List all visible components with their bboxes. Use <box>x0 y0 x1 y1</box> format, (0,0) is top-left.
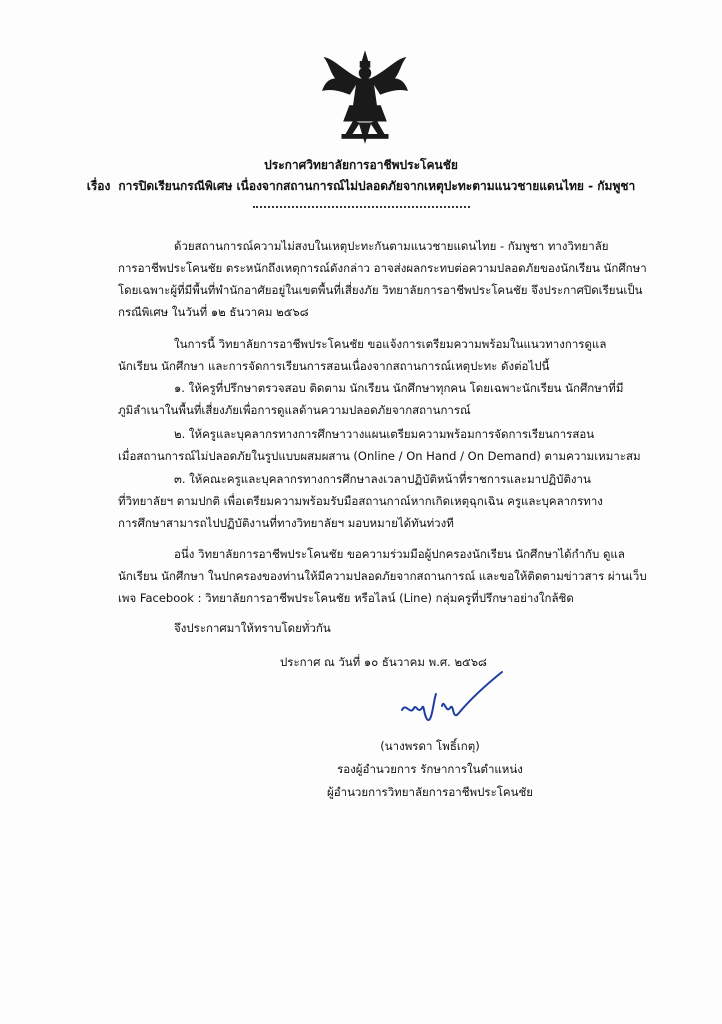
handwritten-signature <box>398 668 508 734</box>
item-2-line-2: เมื่อสถานการณ์ไม่ปลอดภัยในรูปแบบผสมผสาน (Online / On Hand / On Demand) ตามความเหมาะสม <box>118 449 641 463</box>
item-3-line-3: การศึกษาสามารถไปปฏิบัติงานที่ทางวิทยาลัยฯ มอบหมายได้ทันท่วงที <box>118 516 454 530</box>
item-3-line-1: ๓. ให้คณะครูและบุคลากรทางการศึกษาลงเวลาปฏิบัติหน้าที่ราชการและมาปฏิบัติงาน <box>174 472 591 486</box>
signer-position-2: ผู้อำนวยการวิทยาลัยการอาชีพประโคนชัย <box>326 785 534 799</box>
paragraph-1-line-2: การอาชีพประโคนชัย ตระหนักถึงเหตุการณ์ดังกล่าว อาจส่งผลกระทบต่อความปลอดภัยของนักเรียน นักศึกษา <box>118 261 647 275</box>
signer-name: (นางพรดา โพธิ์เกตุ) <box>380 739 480 753</box>
item-1-line-1: ๑. ให้ครูที่ปรึกษาตรวจสอบ ติดตาม นักเรียน นักศึกษาทุกคน โดยเฉพาะนักเรียน นักศึกษาที่มี <box>174 381 624 395</box>
announcement-subject <box>0 177 722 196</box>
subject-label: เรื่อง <box>86 179 111 193</box>
paragraph-1-line-3: โดยเฉพาะผู้ที่มีพื้นที่พำนักอาศัยอยู่ในเขตพื้นที่เสี่ยงภัย วิทยาลัยการอาชีพประโคนชัย จึงประกาศปิดเรียนเป็น <box>118 283 643 297</box>
item-1-line-2: ภูมิลำเนาในพื้นที่เสี่ยงภัยเพื่อการดูแลด้านความปลอดภัยจากสถานการณ์ <box>118 403 471 417</box>
signer-position-1: รองผู้อำนวยการ รักษาการในตำแหน่ง <box>337 762 523 776</box>
subject-text: การปิดเรียนกรณีพิเศษ เนื่องจากสถานการณ์ไม่ปลอดภัยจากเหตุปะทะตามแนวชายแดนไทย - กัมพูชา <box>118 179 636 193</box>
paragraph-1-line-1: ด้วยสถานการณ์ความไม่สงบในเหตุปะทะกันตามแนวชายแดนไทย - กัมพูชา ทางวิทยาลัย <box>174 239 609 253</box>
paragraph-3-line-2: นักเรียน นักศึกษา ในปกครองของท่านให้มีความปลอดภัยจากสถานการณ์ และขอให้ติดตามข่าวสาร ผ่านเว็บ <box>118 569 647 583</box>
closing-line: จึงประกาศมาให้ทราบโดยทั่วกัน <box>174 621 331 635</box>
paragraph-1-line-4: กรณีพิเศษ ในวันที่ ๑๒ ธันวาคม ๒๕๖๘ <box>118 305 309 319</box>
paragraph-2-line-1: ในการนี้ วิทยาลัยการอาชีพประโคนชัย ขอแจ้งการเตรียมความพร้อมในแนวทางการดูแล <box>174 337 607 351</box>
announcement-title: ประกาศวิทยาลัยการอาชีพประโคนชัย <box>264 158 458 172</box>
paragraph-3-line-1: อนึ่ง วิทยาลัยการอาชีพประโคนชัย ขอความร่วมมือผู้ปกครองนักเรียน นักศึกษาได้กำกับ ดูแล <box>174 547 625 561</box>
paragraph-2-line-2: นักเรียน นักศึกษา และการจัดการเรียนการสอนเนื่องจากสถานการณ์เหตุปะทะ ดังต่อไปนี้ <box>118 359 550 373</box>
item-2-line-1: ๒. ให้ครูและบุคลากรทางการศึกษาวางแผนเตรียมความพร้อมการจัดการเรียนการสอน <box>174 427 595 441</box>
title-divider <box>253 206 470 208</box>
announcement-date: ประกาศ ณ วันที่ ๑๐ ธันวาคม พ.ศ. ๒๕๖๘ <box>280 655 487 669</box>
garuda-emblem-icon <box>317 50 413 146</box>
item-3-line-2: ที่วิทยาลัยฯ ตามปกติ เพื่อเตรียมความพร้อมรับมือสถานกาณ์หากเกิดเหตุฉุกเฉิน ครูและบุคลากรทาง <box>118 494 603 508</box>
paragraph-3-line-3: เพจ Facebook : วิทยาลัยการอาชีพประโคนชัย หรือไลน์ (Line) กลุ่มครูที่ปรึกษาอย่างใกล้ชิด <box>118 591 574 605</box>
